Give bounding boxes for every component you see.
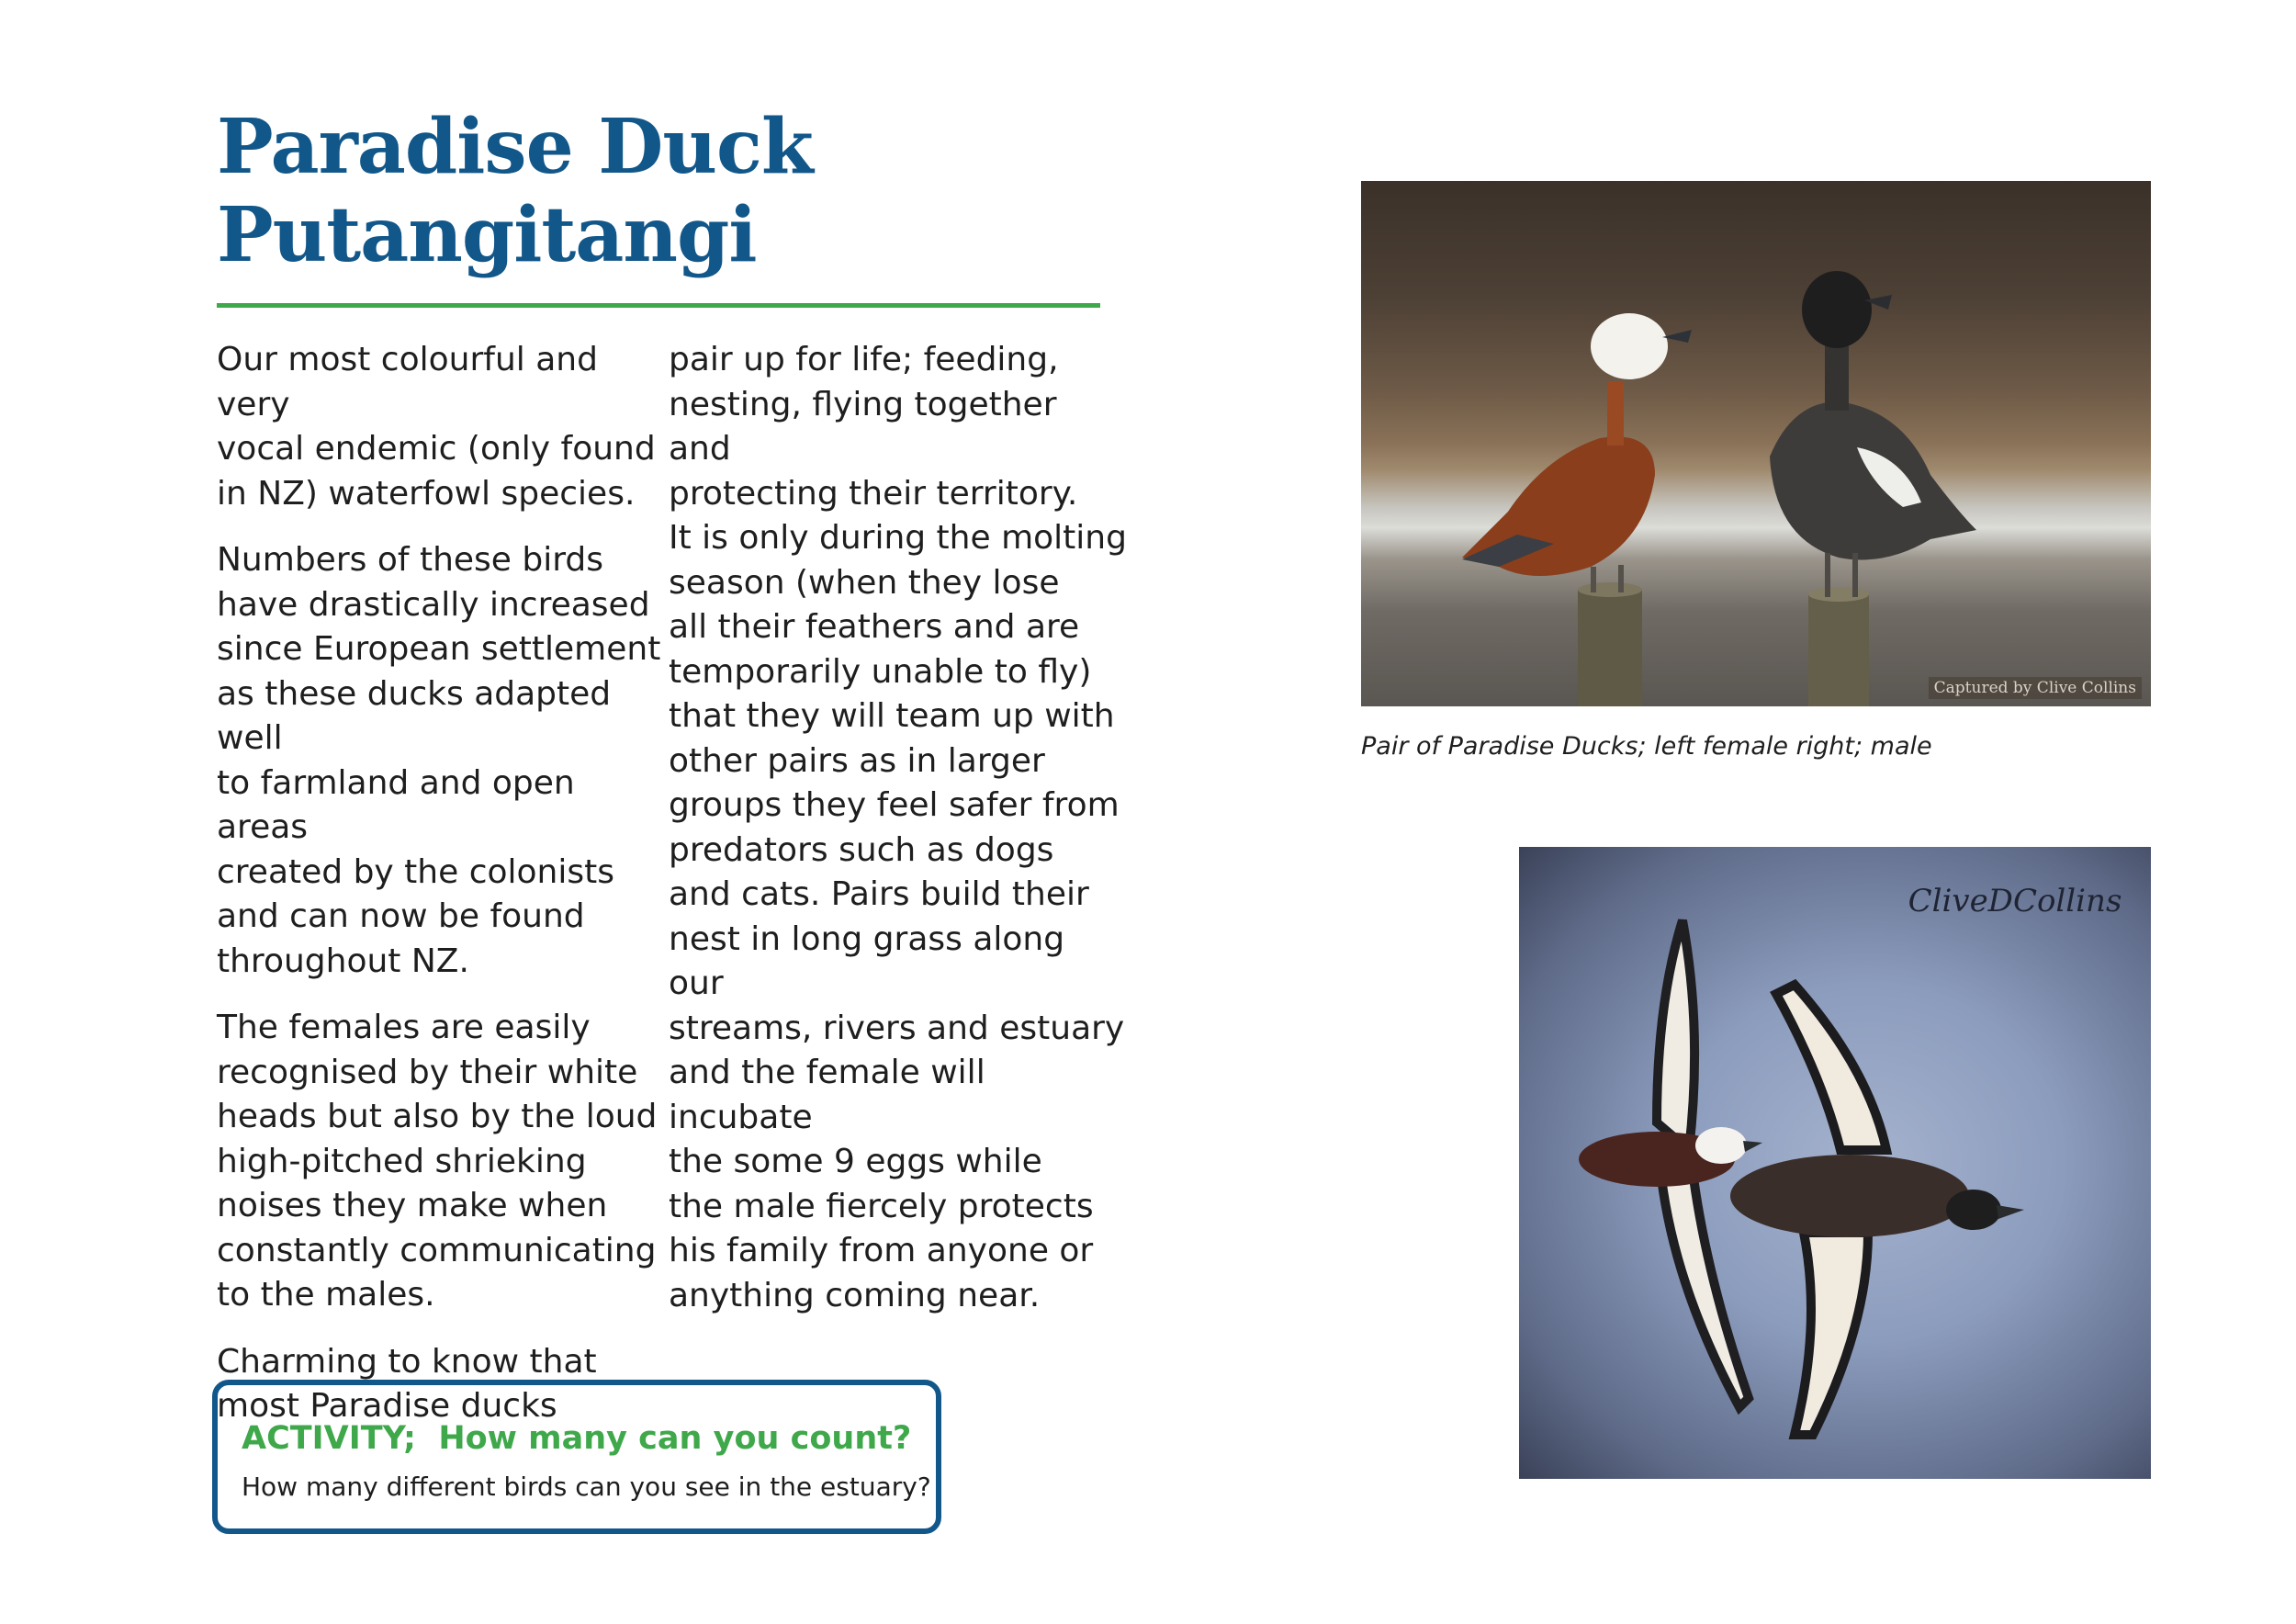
photographer-signature: CliveDCollins (1908, 883, 2122, 919)
post-left (1578, 590, 1642, 706)
photo-caption: Pair of Paradise Ducks; left female right; male (1361, 732, 1932, 761)
activity-title: ACTIVITY; How many can you count? (242, 1420, 912, 1457)
title-divider (217, 303, 1100, 308)
paragraph-pairs: pair up for life; feeding, nesting, flying together and protecting their territory. It is only during the molting season (when they lose all their feathers and are temporarily unable to fly) that they will team up with other pairs as in larger groups they feel safer from predators such as dogs and cats. Pairs build their nest in long grass along our streams, rivers and estuary and the female will incubate the some 9 eggs while the male fiercely protects his family from anyone or anything coming near. (669, 341, 1127, 1314)
paragraph-intro: Our most colourful and very vocal endemic (only found in NZ) waterfowl species. (217, 341, 656, 513)
post-right (1808, 594, 1869, 706)
text-column-left (217, 338, 676, 1451)
photo-ducks-on-posts (1361, 181, 2151, 706)
flying-male-duck (1730, 985, 2024, 1435)
paragraph-females: The females are easily recognised by their white heads but also by the loud high-pitched shrieking noises they make when constantly communicating to the males. (217, 1009, 658, 1314)
activity-box (212, 1380, 941, 1534)
flying-female-duck (1579, 920, 1762, 1407)
ducks-on-posts-illustration (1361, 181, 2151, 706)
ducks-in-flight-illustration (1519, 847, 2151, 1479)
title-line-english: Paradise Duck (217, 103, 813, 191)
paragraph-numbers: Numbers of these birds have drastically increased since European settlement as these ducks adapted well to farmland and open areas created by the colonists and can now be found throughout NZ. (217, 541, 661, 980)
text-column-right (669, 338, 1128, 1340)
title-line-maori: Putangitangi (217, 191, 757, 279)
activity-question: How many different birds can you see in the estuary? (242, 1472, 931, 1502)
female-duck (1462, 313, 1692, 592)
photo-watermark: Captured by Clive Collins (1929, 677, 2142, 699)
paragraph-charming: Charming to know that most Paradise ducks (217, 1342, 597, 1425)
photo-ducks-in-flight (1519, 847, 2151, 1479)
page-title (217, 103, 813, 279)
male-duck (1770, 271, 1976, 597)
